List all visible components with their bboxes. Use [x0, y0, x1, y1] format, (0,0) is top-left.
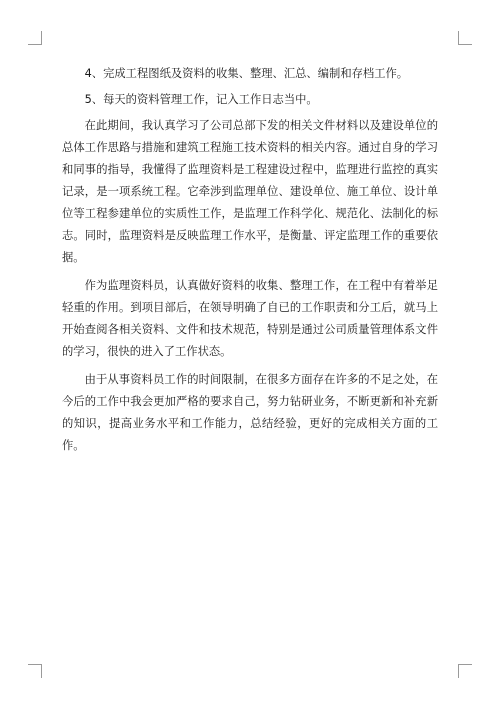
document-body: [62, 63, 438, 463]
paragraph-outlook: 由于从事资料员工作的时间限制，在很多方面存在许多的不足之处，在今后的工作中我会更加严格的要求自己，努力钻研业务，不断更新和补充新的知识，提高业务水平和工作能力，总结经验，更好的完成相关方面的工作。: [62, 373, 438, 452]
list-item-5: 5、每天的资料管理工作，记入工作日志当中。: [84, 93, 318, 106]
crop-mark-top-left: [28, 31, 42, 45]
crop-mark-top-right: [458, 31, 472, 45]
crop-mark-bottom-right: [458, 664, 472, 678]
paragraph-study: 在此期间，我认真学习了公司总部下发的相关文件材料以及建设单位的总体工作思路与措施和建筑工程施工技术资料的相关内容。通过自身的学习和同事的指导，我懂得了监理资料是工程建设过程中，监理进行监控的真实记录，是一项系统工程。它牵涉到监理单位、建设单位、施工单位、设计单位等工程参建单位的实质性工作，是监理工作科学化、规范化、法制化的标志。同时，监理资料是反映监理工作水平，是衡量、评定监理工作的重要依据。: [62, 119, 438, 264]
paragraph-role: 作为监理资料员，认真做好资料的收集、整理工作，在工程中有着举足轻重的作用。到项目部后，在领导明确了自已的工作职责和分工后，就马上开始查阅各相关资料、文件和技术规范，特别是通过公司质量管理体系文件的学习，很快的进入了工作状态。: [62, 279, 438, 358]
crop-mark-bottom-left: [28, 664, 42, 678]
list-item-4: 4、完成工程图纸及资料的收集、整理、汇总、编制和存档工作。: [84, 67, 409, 80]
